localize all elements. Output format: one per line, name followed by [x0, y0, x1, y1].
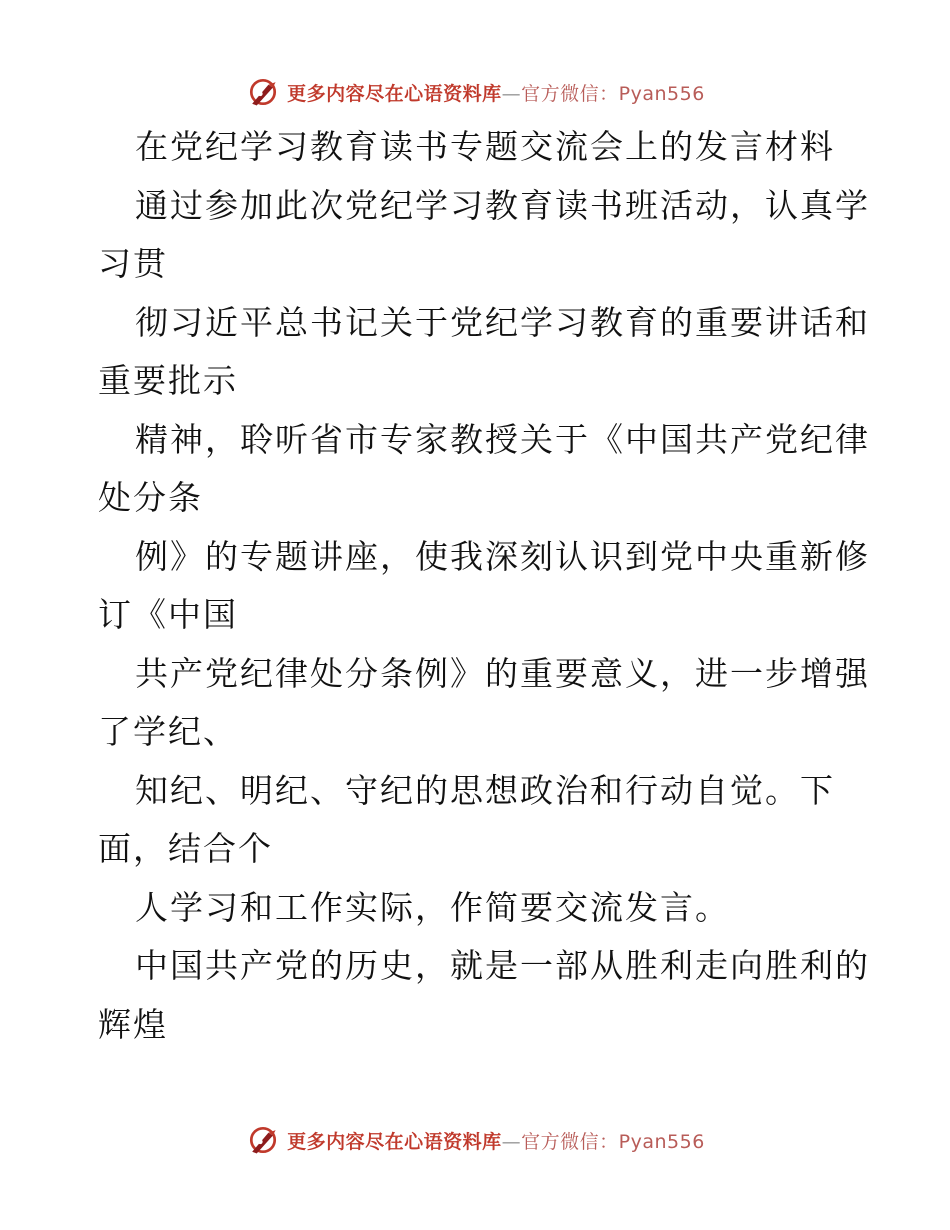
header-banner-wechat: 官方微信：Pyan556 — [521, 82, 705, 105]
footer-banner[interactable] — [0, 1120, 950, 1160]
body-line: 在党纪学习教育读书专题交流会上的发言材料 — [135, 127, 835, 166]
footer-banner-main: 更多内容尽在心语资料库 — [287, 1130, 502, 1153]
footer-banner-wechat: 官方微信：Pyan556 — [521, 1130, 705, 1153]
body-line: 知纪、明纪、守纪的思想政治和行动自觉。下 — [135, 770, 835, 810]
footer-banner-text — [287, 1127, 705, 1154]
header-banner-main: 更多内容尽在心语资料库 — [287, 82, 502, 105]
body-line: 通过参加此次党纪学习教育读书班活动，认真学 — [135, 185, 870, 225]
body-line: 辉煌 — [98, 1004, 168, 1044]
body-line: 彻习近平总书记关于党纪学习教育的重要讲话和 — [135, 302, 870, 342]
header-banner-separator: — — [501, 82, 522, 105]
body-line: 处分条 — [98, 478, 203, 517]
pen-circle-logo-icon — [245, 1122, 281, 1158]
document-body — [98, 118, 870, 1054]
body-line: 例》的专题讲座，使我深刻认识到党中央重新修 — [135, 536, 870, 576]
body-line: 人学习和工作实际，作简要交流发言。 — [135, 887, 730, 927]
body-line: 中国共产党的历史，就是一部从胜利走向胜利的 — [135, 946, 870, 985]
header-banner[interactable] — [0, 72, 950, 112]
body-line: 面，结合个 — [98, 829, 273, 868]
body-line: 了学纪、 — [98, 712, 238, 751]
body-line: 订《中国 — [98, 595, 238, 634]
footer-banner-separator: — — [501, 1130, 522, 1153]
body-line: 重要批示 — [98, 361, 238, 400]
header-banner-text — [287, 79, 705, 106]
body-line: 共产党纪律处分条例》的重要意义，进一步增强 — [135, 653, 870, 693]
pen-circle-logo-icon — [245, 74, 281, 110]
body-line: 习贯 — [98, 244, 168, 283]
body-line: 精神，聆听省市专家教授关于《中国共产党纪律 — [135, 419, 870, 459]
